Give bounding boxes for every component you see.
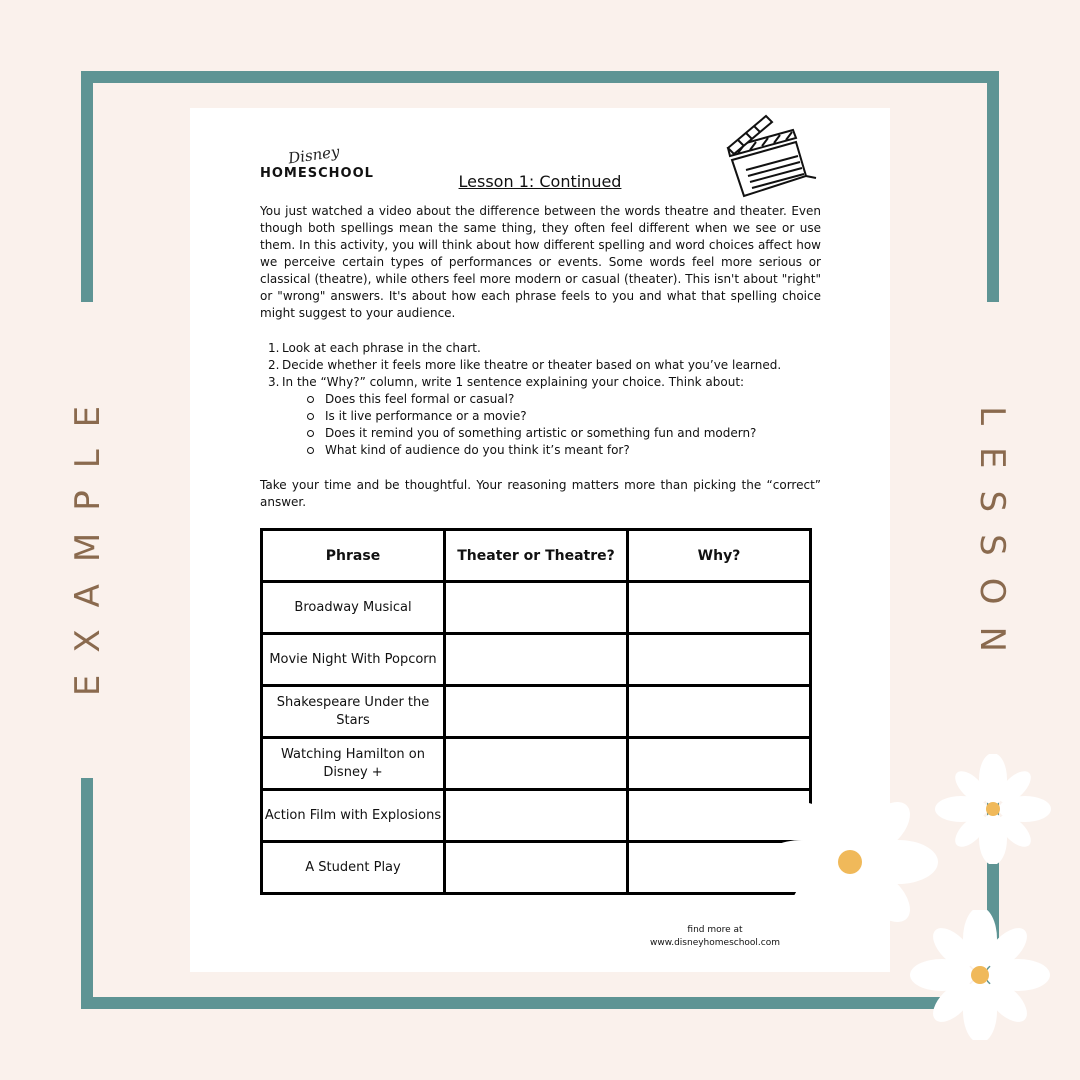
- table-row: [262, 790, 811, 842]
- instruction-step: [260, 357, 821, 374]
- phrase-cell: Movie Night With Popcorn: [262, 634, 445, 686]
- choice-answer-cell[interactable]: [445, 738, 628, 790]
- why-answer-cell[interactable]: [628, 634, 811, 686]
- frame-left-upper: [81, 71, 93, 302]
- frame-right-upper: [987, 71, 999, 302]
- logo-script-text: Disney: [286, 142, 341, 168]
- prompt-item: What kind of audience do you think it’s meant for?: [304, 442, 821, 459]
- phrase-cell: Action Film with Explosions: [262, 790, 445, 842]
- intro-paragraph: You just watched a video about the difference between the words theatre and theater. Even though both spellings mean the same thing, they often feel different when we see or use them. In this activity, you will think about how different spelling and word choices affect how we perceive certain types of performances or events. Some words feel more serious or classical (theatre), while others feel more modern or casual (theater). This isn't about "right" or "wrong" answers. It's about how each phrase feels to you and what that spelling choice might suggest to your audience.: [260, 204, 821, 320]
- phrase-chart: [260, 528, 812, 895]
- logo-wordmark: HOMESCHOOL: [260, 166, 374, 181]
- header-why: Why?: [628, 530, 811, 582]
- table-row: [262, 738, 811, 790]
- side-label-lesson: LESSON: [972, 406, 1012, 674]
- table-row: [262, 582, 811, 634]
- frame-top: [81, 71, 999, 83]
- table-row: [262, 686, 811, 738]
- instruction-list: [260, 340, 821, 459]
- header-choice: Theater or Theatre?: [445, 530, 628, 582]
- chart-header-row: [262, 530, 811, 582]
- daisy-flower-icon: [910, 910, 1050, 1040]
- prompt-item: Does it remind you of something artistic or something fun and modern?: [304, 425, 821, 442]
- phrase-cell: A Student Play: [262, 842, 445, 894]
- choice-answer-cell[interactable]: [445, 790, 628, 842]
- choice-answer-cell[interactable]: [445, 634, 628, 686]
- choice-answer-cell[interactable]: [445, 582, 628, 634]
- frame-bottom: [81, 997, 999, 1009]
- footer-line-1: find more at: [687, 925, 743, 935]
- phrase-cell: Shakespeare Under the Stars: [262, 686, 445, 738]
- step-text: Decide whether it feels more like theatre or theater based on what you’ve learned.: [282, 358, 782, 372]
- header-phrase: Phrase: [262, 530, 445, 582]
- step-text: Look at each phrase in the chart.: [282, 341, 481, 355]
- closing-paragraph: Take your time and be thoughtful. Your reasoning matters more than picking the “correct” answer.: [260, 478, 821, 509]
- footer-link[interactable]: www.disneyhomeschool.com: [649, 938, 781, 948]
- step-number: 1.: [268, 341, 280, 355]
- prompt-list: [282, 391, 821, 459]
- table-row: [262, 634, 811, 686]
- step-text: In the “Why?” column, write 1 sentence explaining your choice. Think about:: [282, 375, 745, 389]
- frame-left-lower: [81, 778, 93, 1009]
- step-number: 3.: [268, 375, 280, 389]
- lesson-title: Lesson 1: Continued: [458, 172, 622, 191]
- prompt-item: Does this feel formal or casual?: [304, 391, 821, 408]
- instruction-step: [260, 374, 821, 459]
- phrase-cell: Broadway Musical: [262, 582, 445, 634]
- choice-answer-cell[interactable]: [445, 686, 628, 738]
- why-answer-cell[interactable]: [628, 582, 811, 634]
- phrase-cell: Watching Hamilton on Disney +: [262, 738, 445, 790]
- daisy-flower-icon: [933, 754, 1053, 864]
- prompt-item: Is it live performance or a movie?: [304, 408, 821, 425]
- choice-answer-cell[interactable]: [445, 842, 628, 894]
- side-label-example: EXAMPLE: [68, 383, 108, 697]
- why-answer-cell[interactable]: [628, 686, 811, 738]
- step-number: 2.: [268, 358, 280, 372]
- instruction-step: [260, 340, 821, 357]
- table-row: [262, 842, 811, 894]
